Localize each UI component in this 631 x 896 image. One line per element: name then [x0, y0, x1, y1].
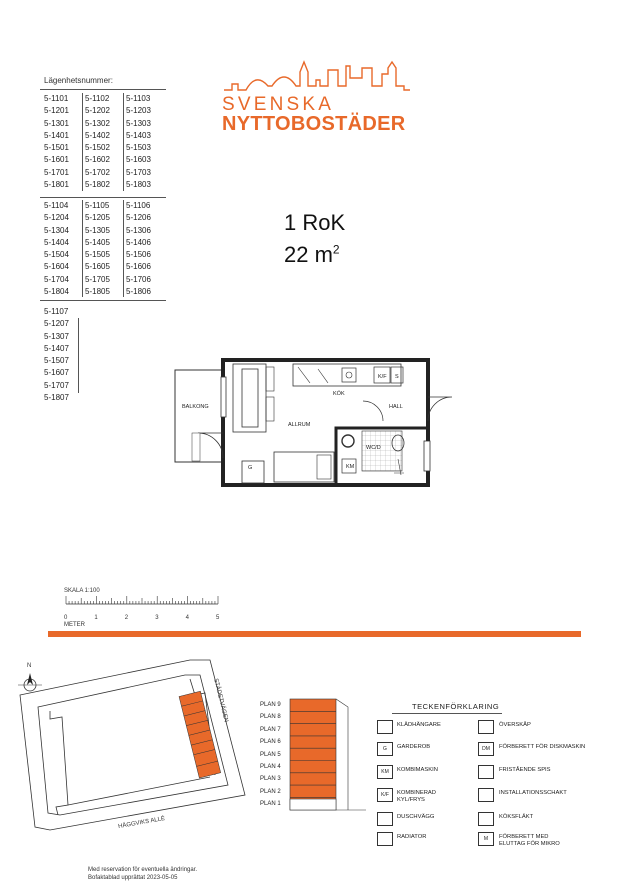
room-label-balcony: BALKONG [182, 404, 209, 410]
apartment-number: 5-1406 [126, 237, 151, 247]
apartment-number: 5-1602 [85, 155, 110, 165]
scale-tick-label: 3 [155, 615, 159, 621]
scale-tick-label: 1 [94, 615, 98, 621]
floor-label: PLAN 2 [260, 788, 281, 795]
apartment-number: 5-1103 [126, 94, 151, 103]
apartment-column [85, 93, 110, 191]
apartment-number: 5-1202 [85, 106, 110, 116]
legend-text: KLÄDHÄNGARE [397, 722, 441, 728]
legend-icon [478, 788, 494, 802]
legend-text: KOMBINERAD KYL/FRYS [397, 790, 436, 803]
divider-bar [48, 631, 581, 637]
column-separator [123, 93, 124, 191]
wardrobe [242, 461, 264, 483]
floor-plan [170, 355, 460, 490]
legend-text: DUSCHVÄGG [397, 814, 435, 820]
apartment-number: 5-1707 [44, 380, 69, 390]
legend-text: RADIATOR [397, 834, 427, 840]
apartment-number: 5-1701 [44, 167, 69, 177]
apartment-number: 5-1804 [44, 287, 69, 297]
column-separator [82, 200, 83, 297]
apartment-number: 5-1503 [126, 143, 151, 153]
legend-text: FÖRBERETT FÖR DISKMASKIN [499, 744, 586, 750]
apartment-number: 5-1801 [44, 180, 69, 190]
room-label-hall: HALL [389, 404, 403, 410]
apartment-column [44, 93, 69, 191]
column-separator [82, 93, 83, 191]
apartment-number: 5-1802 [85, 180, 110, 190]
legend-text: FÖRBERETT MED ELUTTAG FÖR MIKRO [499, 834, 560, 847]
legend-icon: K/F [377, 788, 393, 802]
scale-tick-label: 5 [216, 615, 220, 621]
apartment-number: 5-1207 [44, 319, 69, 329]
legend-text: INSTALLATIONSSCHAKT [499, 790, 567, 796]
apartment-column [126, 93, 151, 191]
legend-icon [377, 812, 393, 826]
apartment-column [85, 200, 110, 298]
floor-label: PLAN 3 [260, 776, 281, 783]
column-separator [123, 200, 124, 297]
scale-tick-label: 4 [185, 615, 189, 621]
floor-label: PLAN 8 [260, 714, 281, 721]
apartment-number: 5-1604 [44, 262, 69, 272]
fixture-km: KM [346, 464, 355, 470]
apartment-number: 5-1507 [44, 356, 69, 366]
street-label-south: HÄGGVIKS ALLÉ [117, 815, 166, 831]
legend-text: GARDEROB [397, 744, 431, 750]
compass-icon [18, 673, 42, 691]
column-separator [78, 318, 79, 393]
apartment-number: 5-1303 [126, 118, 151, 128]
divider [392, 713, 502, 714]
scale-tick-label: 2 [124, 615, 129, 621]
legend-icon: G [377, 742, 393, 756]
apartment-number: 5-1106 [126, 201, 151, 210]
apartment-number: 5-1704 [44, 274, 69, 284]
street-label-east: STÄDETVÄGEN [212, 678, 229, 723]
building-section [288, 693, 368, 823]
apartment-number: 5-1705 [85, 274, 110, 284]
room-label-wc: WC/D [366, 445, 381, 451]
apartment-number: 5-1305 [85, 225, 110, 235]
apartment-number: 5-1606 [126, 262, 151, 272]
apartment-number: 5-1702 [85, 167, 110, 177]
apartment-number: 5-1605 [85, 262, 110, 272]
logo-skyline-icon [222, 58, 412, 98]
scale-bar [60, 596, 225, 616]
floor-label: PLAN 7 [260, 726, 281, 733]
divider [40, 89, 166, 90]
apartment-number: 5-1805 [85, 287, 110, 297]
apartment-number: 5-1105 [85, 201, 110, 210]
unit-area [284, 242, 340, 268]
apartment-number: 5-1101 [44, 94, 69, 103]
legend-icon: DM [478, 742, 494, 756]
apartment-number: 5-1301 [44, 118, 69, 128]
apartment-number: 5-1206 [126, 213, 151, 223]
divider [40, 197, 166, 198]
apartment-number: 5-1806 [126, 287, 151, 297]
apartment-number: 5-1703 [126, 167, 151, 177]
legend-text: FRISTÅENDE SPIS [499, 767, 551, 773]
fixture-s: S [395, 374, 399, 380]
sink-icon [342, 368, 356, 382]
apartment-number: 5-1403 [126, 130, 151, 140]
floor-label: PLAN 5 [260, 751, 281, 758]
apartment-number: 5-1504 [44, 250, 69, 260]
apartment-number: 5-1304 [44, 225, 69, 235]
logo-text-nyttobostader: NYTTOBOSTÄDER [222, 113, 406, 135]
room-count: 1 RoK [284, 210, 346, 235]
scale-tick-label: 0 [64, 615, 68, 621]
footer [88, 866, 197, 882]
apartment-number: 5-1107 [44, 307, 69, 316]
logo-text-svenska: SVENSKA [222, 94, 335, 115]
bed [274, 452, 334, 482]
room-label-kitchen: KÖK [333, 391, 345, 397]
floor-label: PLAN 9 [260, 702, 281, 708]
apartment-number: 5-1204 [44, 213, 69, 223]
table-chairs [233, 364, 266, 432]
apartment-number: 5-1401 [44, 130, 69, 140]
legend-icon [377, 832, 393, 846]
site-plan [10, 655, 260, 835]
legend-icon [478, 765, 494, 779]
footer-line-2: Bofaktablad upprättat 2023-05-05 [88, 875, 178, 881]
legend-text: ÖVERSKÅP [499, 722, 531, 728]
fixture-g: G [248, 465, 253, 471]
apartment-number: 5-1506 [126, 250, 151, 260]
scale-label: SKALA 1:100 [64, 588, 100, 594]
apartment-number: 5-1601 [44, 155, 69, 165]
floor-label: PLAN 1 [260, 801, 281, 808]
apartment-column [44, 200, 69, 298]
scale-unit: METER [64, 622, 85, 628]
apartment-number: 5-1505 [85, 250, 110, 260]
legend-icon: KM [377, 765, 393, 779]
legend-icon [377, 720, 393, 734]
compass-label: N [27, 663, 32, 669]
floor-label: PLAN 4 [260, 764, 281, 770]
apartment-number: 5-1205 [85, 213, 110, 223]
fixture-kf: K/F [378, 374, 387, 380]
apartment-number: 5-1203 [126, 106, 151, 116]
apartment-number: 5-1302 [85, 118, 110, 128]
legend-text: KOMBIMASKIN [397, 767, 438, 773]
apartment-number: 5-1102 [85, 94, 110, 103]
apartment-number: 5-1307 [44, 331, 69, 341]
unit-area-sup: 2 [332, 242, 340, 257]
room-label-living: ALLRUM [288, 422, 311, 428]
unit-area-value: 22 m [284, 242, 333, 267]
legend-icon [478, 720, 494, 734]
apartment-number: 5-1603 [126, 155, 151, 165]
highlighted-building [179, 691, 221, 778]
apartment-number: 5-1306 [126, 225, 151, 235]
apartment-number: 5-1407 [44, 343, 69, 353]
entrance-door [428, 397, 452, 421]
apartment-column [126, 200, 151, 298]
legend-icon: M [478, 832, 494, 846]
apartment-number: 5-1803 [126, 180, 151, 190]
apartment-column [44, 306, 69, 404]
apartment-number: 5-1502 [85, 143, 110, 153]
apartment-number: 5-1402 [85, 130, 110, 140]
apartment-number: 5-1405 [85, 237, 110, 247]
divider [40, 300, 166, 301]
floor-label: PLAN 6 [260, 739, 281, 746]
apartment-number: 5-1104 [44, 201, 69, 210]
apartment-number: 5-1201 [44, 106, 69, 116]
apartment-list-header: Lägenhetsnummer: [44, 76, 113, 85]
legend-title: TECKENFÖRKLARING [412, 702, 500, 711]
legend-icon [478, 812, 494, 826]
apartment-number: 5-1404 [44, 237, 69, 247]
legend-text: KÖKSFLÄKT [499, 814, 534, 820]
footer-line-1: Med reservation för eventuella ändringar. [88, 867, 198, 873]
apartment-number: 5-1807 [44, 393, 69, 403]
washbasin-icon [342, 435, 354, 447]
apartment-number: 5-1607 [44, 368, 69, 378]
apartment-number: 5-1501 [44, 143, 69, 153]
apartment-number: 5-1706 [126, 274, 151, 284]
